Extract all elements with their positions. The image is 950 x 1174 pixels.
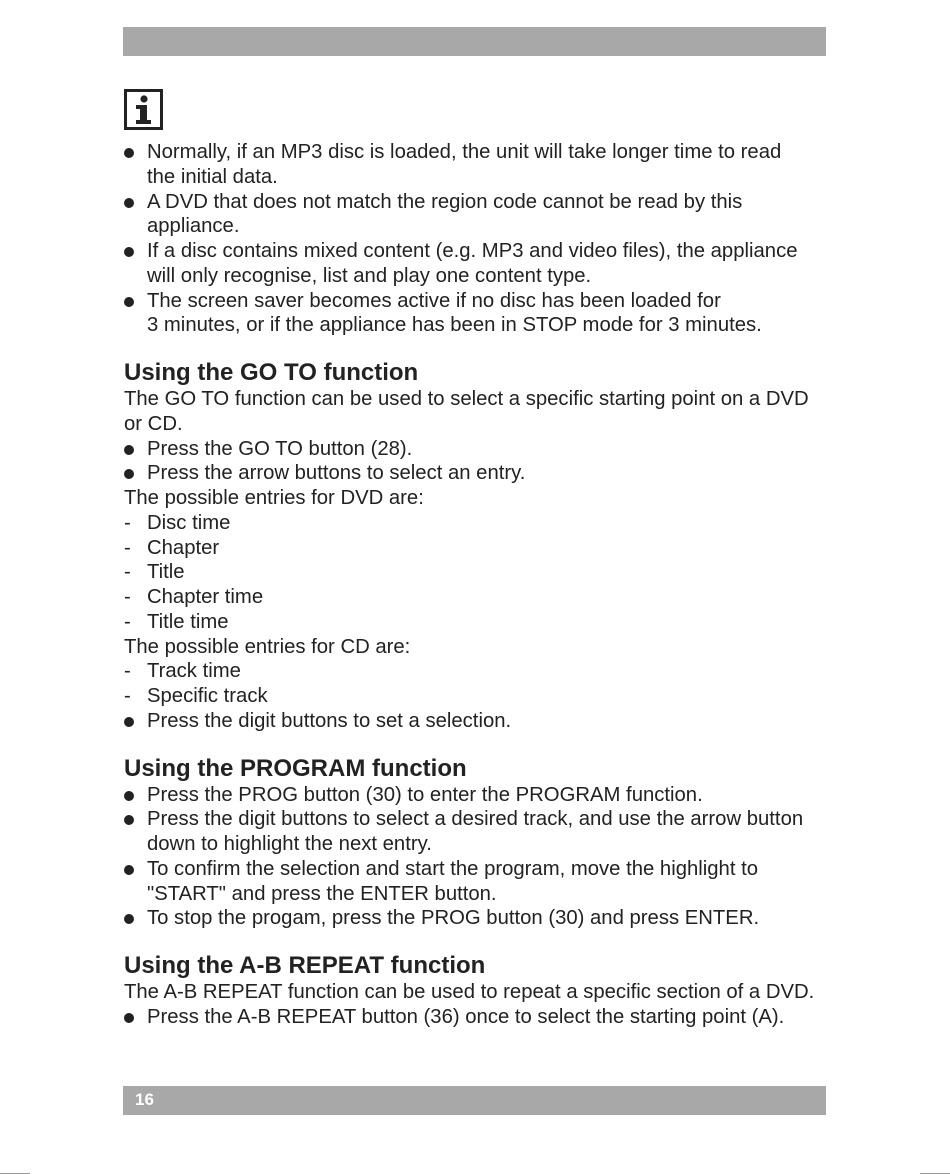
step-item: Press the arrow buttons to select an entry. — [124, 461, 829, 486]
bullet-icon — [124, 198, 134, 208]
bullet-icon — [124, 815, 134, 825]
step-item: Press the digit buttons to set a selection. — [124, 709, 829, 734]
section-heading-program: Using the PROGRAM function — [124, 754, 467, 782]
note-item-continuation: appliance. — [147, 215, 240, 238]
bullet-icon — [124, 717, 134, 727]
list-item: - Specific track — [124, 685, 268, 707]
bullet-icon — [124, 1013, 134, 1023]
list-item: - Track time — [124, 660, 241, 683]
note-item-continuation: will only recognise, list and play one content type. — [147, 264, 592, 287]
step-item: To stop the progam, press the PROG button (30) and press ENTER. — [124, 906, 829, 931]
header-bar — [123, 27, 826, 56]
list-label: The possible entries for DVD are: — [124, 487, 424, 509]
bullet-icon — [124, 865, 134, 875]
footer-bar — [123, 1086, 826, 1115]
list-item: - Title time — [124, 610, 229, 633]
bullet-icon — [124, 914, 134, 924]
step-item: Press the A-B REPEAT button (36) once to select the starting point (A). — [124, 1005, 829, 1030]
step-item-continuation: "START" and press the ENTER button. — [147, 882, 497, 905]
list-item: - Chapter — [124, 536, 220, 559]
bullet-icon — [124, 791, 134, 801]
bullet-icon — [124, 148, 134, 158]
step-item: To confirm the selection and start the program, move the highlight to — [124, 857, 829, 882]
section-heading-ab-repeat: Using the A-B REPEAT function — [124, 952, 486, 979]
section-heading-goto: Using the GO TO function — [124, 359, 419, 386]
list-label: The possible entries for CD are: — [124, 635, 411, 658]
step-item: Press the digit buttons to select a desired track, and use the arrow button — [124, 807, 829, 832]
paragraph: The GO TO function can be used to select a specific starting point on a DVD — [124, 388, 809, 410]
list-item: - Chapter time — [124, 586, 264, 608]
paragraph: or CD. — [124, 412, 183, 435]
note-item: A DVD that does not match the region code cannot be read by this — [124, 190, 829, 215]
info-icon — [124, 89, 163, 130]
page-number: 16 — [135, 1090, 154, 1109]
bullet-icon — [124, 469, 134, 479]
bullet-icon — [124, 297, 134, 307]
list-item: - Title — [124, 561, 185, 584]
note-item-continuation: the initial data. — [147, 165, 278, 188]
note-item: If a disc contains mixed content (e.g. MP3 and video files), the appliance — [124, 239, 829, 264]
step-item: Press the GO TO button (28). — [124, 437, 829, 462]
bullet-icon — [124, 247, 134, 257]
step-item-continuation: down to highlight the next entry. — [147, 833, 432, 855]
note-item-continuation: 3 minutes, or if the appliance has been in STOP mode for 3 minutes. — [147, 314, 762, 337]
note-item: Normally, if an MP3 disc is loaded, the unit will take longer time to read — [124, 140, 829, 165]
page-content — [124, 140, 829, 1030]
step-item: Press the PROG button (30) to enter the PROGRAM function. — [124, 783, 829, 808]
list-item: - Disc time — [124, 511, 231, 534]
bullet-icon — [124, 445, 134, 455]
paragraph: The A-B REPEAT function can be used to repeat a specific section of a DVD. — [124, 981, 815, 1003]
note-item: The screen saver becomes active if no disc has been loaded for — [124, 289, 829, 314]
